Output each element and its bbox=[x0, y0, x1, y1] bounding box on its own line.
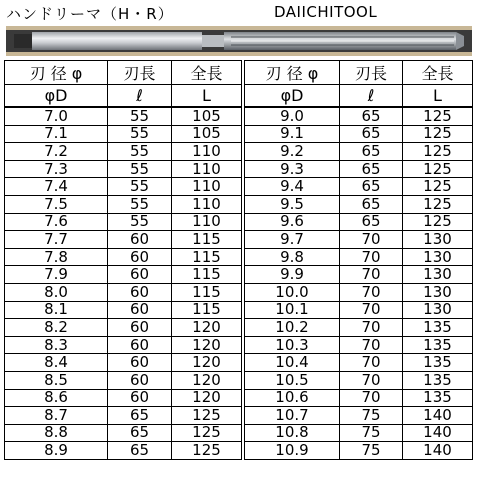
overall-length-cell: 120 bbox=[172, 336, 242, 354]
overall-length-cell: 125 bbox=[403, 160, 473, 178]
diameter-cell: 7.3 bbox=[5, 160, 108, 178]
diameter-cell: 9.2 bbox=[245, 143, 340, 161]
diameter-cell: 7.0 bbox=[5, 107, 108, 125]
table-row bbox=[245, 178, 473, 196]
overall-length-cell: 135 bbox=[403, 354, 473, 372]
flute-length-cell: 70 bbox=[340, 371, 403, 389]
diameter-symbol: φD bbox=[245, 85, 340, 108]
overall-length-cell: 125 bbox=[172, 424, 242, 442]
table-row bbox=[5, 178, 242, 196]
flute-length-cell: 60 bbox=[108, 319, 172, 337]
overall-length-cell: 120 bbox=[172, 319, 242, 337]
overall-length-cell: 140 bbox=[403, 407, 473, 425]
table-row bbox=[245, 301, 473, 319]
diameter-cell: 8.6 bbox=[5, 389, 108, 407]
diameter-cell: 7.9 bbox=[5, 266, 108, 284]
header bbox=[0, 0, 480, 24]
diameter-cell: 10.0 bbox=[245, 283, 340, 301]
diameter-cell: 9.8 bbox=[245, 248, 340, 266]
flute-length-cell: 55 bbox=[108, 143, 172, 161]
brand-name: DAIICHITOOL bbox=[274, 3, 378, 21]
flute-length-cell: 60 bbox=[108, 371, 172, 389]
flute-length-cell: 55 bbox=[108, 107, 172, 125]
flute-length-header: 刃長 bbox=[108, 61, 172, 85]
diameter-cell: 8.4 bbox=[5, 354, 108, 372]
overall-length-cell: 125 bbox=[403, 107, 473, 125]
table-row bbox=[5, 107, 242, 125]
overall-length-cell: 125 bbox=[403, 178, 473, 196]
table-row bbox=[245, 248, 473, 266]
table-row bbox=[245, 160, 473, 178]
flute-length-cell: 65 bbox=[340, 143, 403, 161]
flute-length-cell: 55 bbox=[108, 125, 172, 143]
diameter-cell: 8.0 bbox=[5, 283, 108, 301]
flute-length-cell: 60 bbox=[108, 336, 172, 354]
table-row bbox=[245, 424, 473, 442]
table-row bbox=[245, 213, 473, 231]
flute-length-cell: 70 bbox=[340, 283, 403, 301]
diameter-cell: 8.3 bbox=[5, 336, 108, 354]
overall-length-cell: 110 bbox=[172, 143, 242, 161]
table-row bbox=[5, 319, 242, 337]
spec-table-right bbox=[244, 60, 473, 460]
flute-length-cell: 70 bbox=[340, 266, 403, 284]
table-row bbox=[245, 283, 473, 301]
diameter-cell: 9.6 bbox=[245, 213, 340, 231]
overall-length-cell: 105 bbox=[172, 107, 242, 125]
flute-length-cell: 65 bbox=[340, 178, 403, 196]
diameter-header: 刃 径 φ bbox=[245, 61, 340, 85]
flute-length-cell: 65 bbox=[108, 424, 172, 442]
diameter-cell: 7.1 bbox=[5, 125, 108, 143]
diameter-cell: 10.2 bbox=[245, 319, 340, 337]
flute-length-cell: 70 bbox=[340, 301, 403, 319]
flute-length-cell: 70 bbox=[340, 319, 403, 337]
hand-reamer-image bbox=[6, 26, 472, 56]
flute-length-cell: 60 bbox=[108, 301, 172, 319]
diameter-cell: 8.2 bbox=[5, 319, 108, 337]
flute-length-cell: 60 bbox=[108, 248, 172, 266]
diameter-cell: 7.4 bbox=[5, 178, 108, 196]
flute-length-cell: 55 bbox=[108, 160, 172, 178]
table-row bbox=[245, 231, 473, 249]
table-row bbox=[5, 389, 242, 407]
diameter-cell: 10.7 bbox=[245, 407, 340, 425]
table-row bbox=[245, 389, 473, 407]
flute-length-cell: 75 bbox=[340, 442, 403, 460]
diameter-cell: 9.0 bbox=[245, 107, 340, 125]
overall-length-cell: 130 bbox=[403, 266, 473, 284]
diameter-cell: 10.1 bbox=[245, 301, 340, 319]
diameter-cell: 8.7 bbox=[5, 407, 108, 425]
overall-length-cell: 115 bbox=[172, 248, 242, 266]
flute-length-cell: 65 bbox=[108, 407, 172, 425]
overall-length-cell: 135 bbox=[403, 389, 473, 407]
table-row bbox=[5, 336, 242, 354]
table-row bbox=[245, 125, 473, 143]
table-row bbox=[5, 301, 242, 319]
overall-length-cell: 125 bbox=[403, 195, 473, 213]
table-row bbox=[245, 371, 473, 389]
flute-length-cell: 75 bbox=[340, 424, 403, 442]
diameter-header: 刃 径 φ bbox=[5, 61, 108, 85]
flute-length-cell: 55 bbox=[108, 178, 172, 196]
overall-length-cell: 105 bbox=[172, 125, 242, 143]
diameter-cell: 9.1 bbox=[245, 125, 340, 143]
table-row bbox=[5, 248, 242, 266]
diameter-cell: 9.7 bbox=[245, 231, 340, 249]
overall-length-cell: 135 bbox=[403, 319, 473, 337]
overall-length-cell: 140 bbox=[403, 442, 473, 460]
flute-length-cell: 60 bbox=[108, 266, 172, 284]
overall-length-cell: 125 bbox=[403, 143, 473, 161]
flute-length-cell: 55 bbox=[108, 195, 172, 213]
flute-length-cell: 70 bbox=[340, 389, 403, 407]
flute-length-cell: 60 bbox=[108, 231, 172, 249]
flute-length-cell: 65 bbox=[340, 107, 403, 125]
overall-length-cell: 110 bbox=[172, 195, 242, 213]
table-row bbox=[5, 195, 242, 213]
table-row bbox=[5, 442, 242, 460]
table-row bbox=[245, 319, 473, 337]
flute-length-cell: 70 bbox=[340, 248, 403, 266]
flute-length-cell: 75 bbox=[340, 407, 403, 425]
flute-length-cell: 60 bbox=[108, 354, 172, 372]
table-row bbox=[5, 371, 242, 389]
overall-length-cell: 115 bbox=[172, 266, 242, 284]
overall-length-cell: 135 bbox=[403, 336, 473, 354]
diameter-cell: 10.9 bbox=[245, 442, 340, 460]
table-row bbox=[245, 266, 473, 284]
overall-length-cell: 130 bbox=[403, 301, 473, 319]
overall-length-cell: 120 bbox=[172, 371, 242, 389]
diameter-cell: 7.2 bbox=[5, 143, 108, 161]
flute-length-cell: 60 bbox=[108, 389, 172, 407]
table-row bbox=[5, 424, 242, 442]
diameter-cell: 7.5 bbox=[5, 195, 108, 213]
overall-length-cell: 125 bbox=[403, 213, 473, 231]
overall-length-cell: 130 bbox=[403, 231, 473, 249]
flute-length-cell: 70 bbox=[340, 336, 403, 354]
overall-length-cell: 115 bbox=[172, 301, 242, 319]
table-row bbox=[5, 143, 242, 161]
diameter-cell: 10.6 bbox=[245, 389, 340, 407]
diameter-cell: 10.8 bbox=[245, 424, 340, 442]
flute-length-cell: 65 bbox=[340, 195, 403, 213]
flute-length-cell: 65 bbox=[340, 213, 403, 231]
table-row bbox=[5, 125, 242, 143]
overall-length-cell: 110 bbox=[172, 213, 242, 231]
table-row bbox=[245, 143, 473, 161]
table-row bbox=[245, 336, 473, 354]
diameter-cell: 9.9 bbox=[245, 266, 340, 284]
table-row bbox=[5, 160, 242, 178]
diameter-cell: 8.9 bbox=[5, 442, 108, 460]
overall-length-cell: 140 bbox=[403, 424, 473, 442]
flute-length-cell: 65 bbox=[340, 160, 403, 178]
overall-length-cell: 130 bbox=[403, 283, 473, 301]
flute-length-symbol: ℓ bbox=[340, 85, 403, 108]
overall-length-cell: 110 bbox=[172, 160, 242, 178]
overall-length-cell: 125 bbox=[172, 442, 242, 460]
flute-length-cell: 60 bbox=[108, 283, 172, 301]
overall-length-symbol: L bbox=[172, 85, 242, 108]
overall-length-symbol: L bbox=[403, 85, 473, 108]
diameter-cell: 9.3 bbox=[245, 160, 340, 178]
table-row bbox=[5, 231, 242, 249]
diameter-symbol: φD bbox=[5, 85, 108, 108]
diameter-cell: 8.8 bbox=[5, 424, 108, 442]
diameter-cell: 10.5 bbox=[245, 371, 340, 389]
overall-length-cell: 125 bbox=[172, 407, 242, 425]
diameter-cell: 8.1 bbox=[5, 301, 108, 319]
table-row bbox=[245, 407, 473, 425]
flute-length-cell: 65 bbox=[108, 442, 172, 460]
overall-length-header: 全長 bbox=[172, 61, 242, 85]
diameter-cell: 10.4 bbox=[245, 354, 340, 372]
overall-length-cell: 135 bbox=[403, 371, 473, 389]
diameter-cell: 9.4 bbox=[245, 178, 340, 196]
table-row bbox=[5, 266, 242, 284]
overall-length-cell: 110 bbox=[172, 178, 242, 196]
overall-length-cell: 120 bbox=[172, 389, 242, 407]
overall-length-cell: 120 bbox=[172, 354, 242, 372]
table-row bbox=[5, 354, 242, 372]
diameter-cell: 9.5 bbox=[245, 195, 340, 213]
spec-table-left bbox=[4, 60, 242, 460]
table-row bbox=[245, 354, 473, 372]
table-row bbox=[5, 407, 242, 425]
table-row bbox=[245, 107, 473, 125]
overall-length-cell: 125 bbox=[403, 125, 473, 143]
overall-length-header: 全長 bbox=[403, 61, 473, 85]
table-row bbox=[245, 442, 473, 460]
overall-length-cell: 115 bbox=[172, 231, 242, 249]
overall-length-cell: 130 bbox=[403, 248, 473, 266]
flute-length-cell: 55 bbox=[108, 213, 172, 231]
diameter-cell: 7.7 bbox=[5, 231, 108, 249]
diameter-cell: 10.3 bbox=[245, 336, 340, 354]
overall-length-cell: 115 bbox=[172, 283, 242, 301]
table-row bbox=[245, 195, 473, 213]
diameter-cell: 8.5 bbox=[5, 371, 108, 389]
flute-length-cell: 70 bbox=[340, 354, 403, 372]
flute-length-header: 刃長 bbox=[340, 61, 403, 85]
diameter-cell: 7.6 bbox=[5, 213, 108, 231]
product-name: ハンドリーマ（H・R） bbox=[6, 5, 174, 23]
table-row bbox=[5, 283, 242, 301]
table-row bbox=[5, 213, 242, 231]
flute-length-cell: 70 bbox=[340, 231, 403, 249]
flute-length-cell: 65 bbox=[340, 125, 403, 143]
diameter-cell: 7.8 bbox=[5, 248, 108, 266]
flute-length-symbol: ℓ bbox=[108, 85, 172, 108]
